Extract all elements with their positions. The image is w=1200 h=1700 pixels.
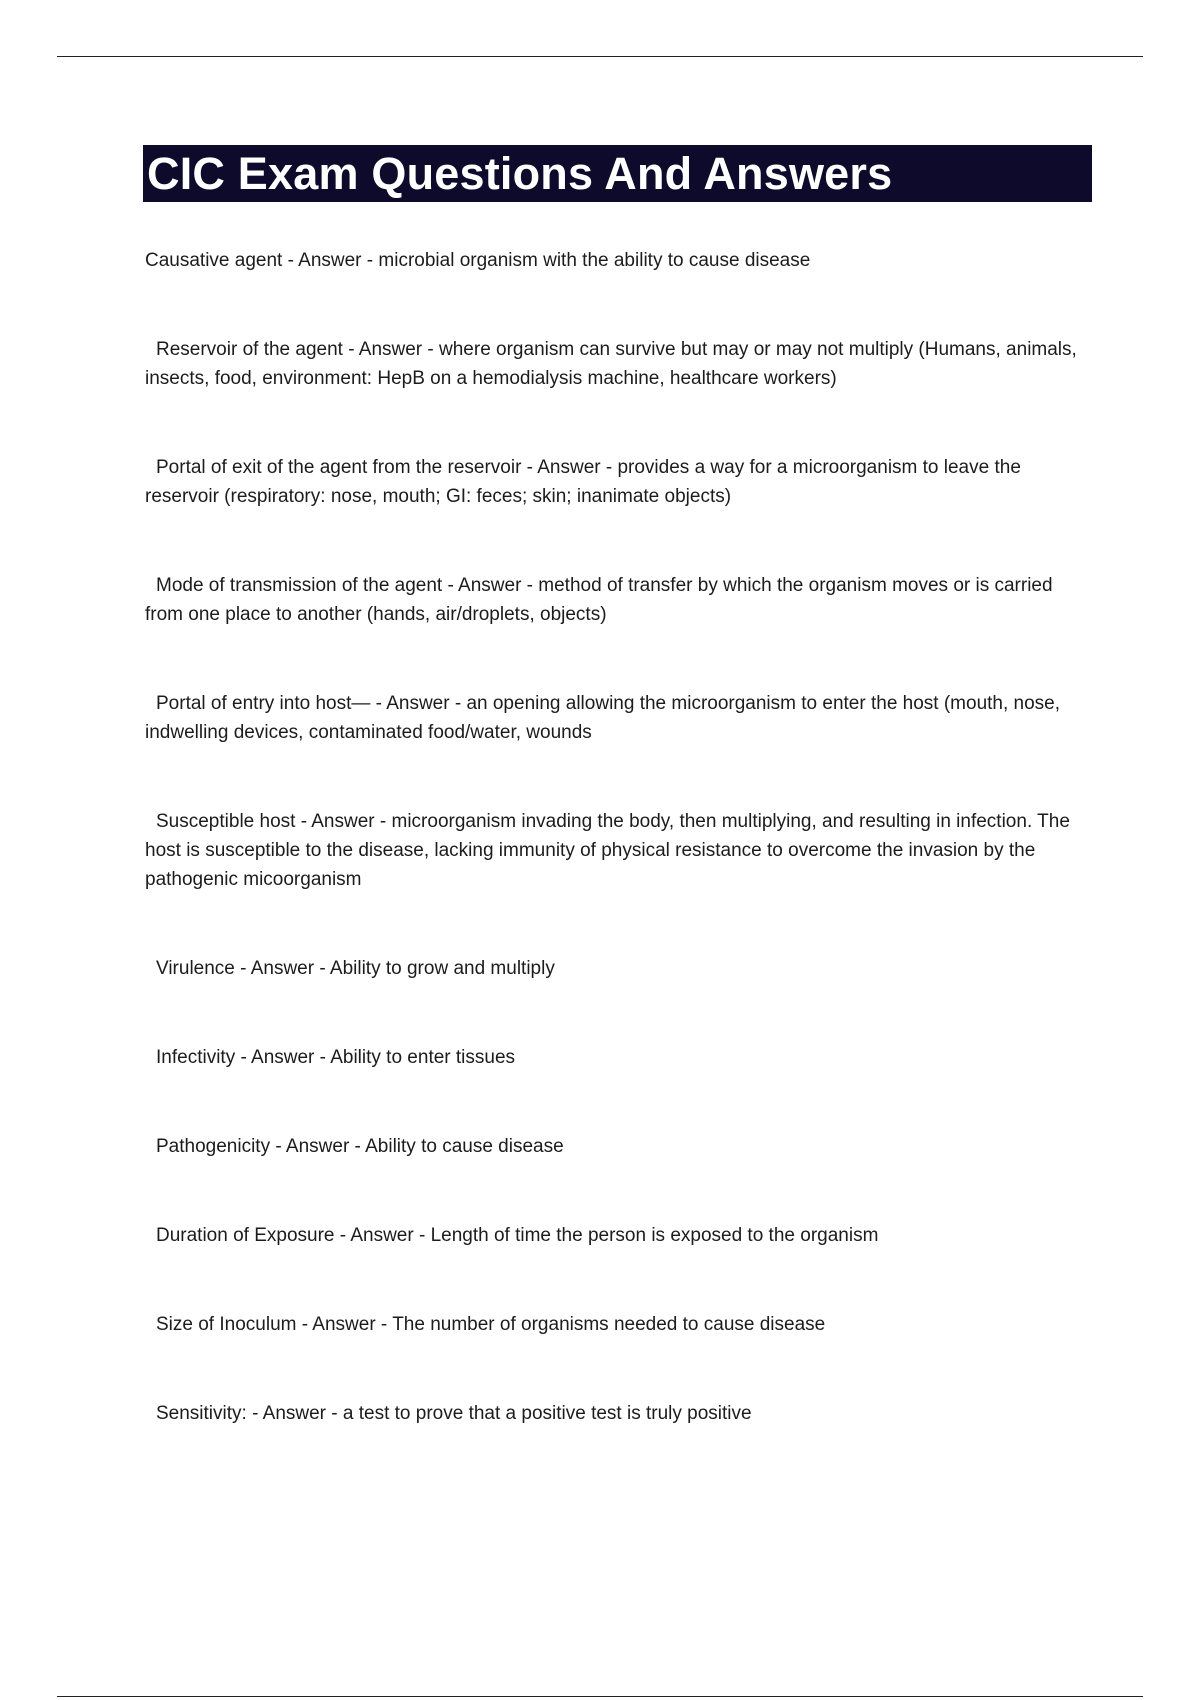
qa-entry xyxy=(145,1043,1095,1072)
qa-entry xyxy=(145,1132,1095,1161)
qa-entry xyxy=(145,1310,1095,1339)
qa-entry-text: Sensitivity: - Answer - a test to prove that a positive test is truly positive xyxy=(156,1403,752,1424)
qa-entry-text: Portal of entry into host— - Answer - an opening allowing the microorganism to enter the host (mouth, nose, indwelling devices, contaminated food/water, wounds xyxy=(145,693,1061,743)
qa-entry xyxy=(145,1221,1095,1250)
bottom-divider xyxy=(57,1696,1143,1697)
qa-entry-text: Pathogenicity - Answer - Ability to cause disease xyxy=(156,1136,564,1157)
page-title: CIC Exam Questions And Answers xyxy=(147,147,893,199)
qa-entry xyxy=(145,571,1095,629)
top-divider xyxy=(57,56,1143,57)
qa-entry xyxy=(145,1399,1095,1428)
title-banner xyxy=(143,145,1092,202)
qa-entry xyxy=(145,954,1095,983)
qa-entry-text: Duration of Exposure - Answer - Length of time the person is exposed to the organism xyxy=(156,1225,879,1246)
qa-entry-text: Virulence - Answer - Ability to grow and multiply xyxy=(156,958,555,979)
qa-entry-text: Causative agent - Answer - microbial organism with the ability to cause disease xyxy=(145,250,811,271)
qa-list xyxy=(145,246,1095,1488)
qa-entry-text: Reservoir of the agent - Answer - where organism can survive but may or may not multiply (Humans, animals, insects, food, environment: HepB on a hemodialysis machine, healthcare workers) xyxy=(145,339,1077,389)
qa-entry xyxy=(145,807,1095,894)
qa-entry-text: Susceptible host - Answer - microorganism invading the body, then multiplying, and resulting in infection. The host is susceptible to the disease, lacking immunity of physical resistance to overcome the invasion by the pathogenic micoorganism xyxy=(145,811,1070,890)
qa-entry-text: Size of Inoculum - Answer - The number of organisms needed to cause disease xyxy=(156,1314,826,1335)
qa-entry xyxy=(145,453,1095,511)
qa-entry-text: Mode of transmission of the agent - Answer - method of transfer by which the organism moves or is carried from one place to another (hands, air/droplets, objects) xyxy=(145,575,1053,625)
qa-entry xyxy=(145,335,1095,393)
qa-entry xyxy=(145,246,1095,275)
qa-entry xyxy=(145,689,1095,747)
qa-entry-text: Infectivity - Answer - Ability to enter tissues xyxy=(156,1047,516,1068)
qa-entry-text: Portal of exit of the agent from the reservoir - Answer - provides a way for a microorganism to leave the reservoir (respiratory: nose, mouth; GI: feces; skin; inanimate objects) xyxy=(145,457,1021,507)
